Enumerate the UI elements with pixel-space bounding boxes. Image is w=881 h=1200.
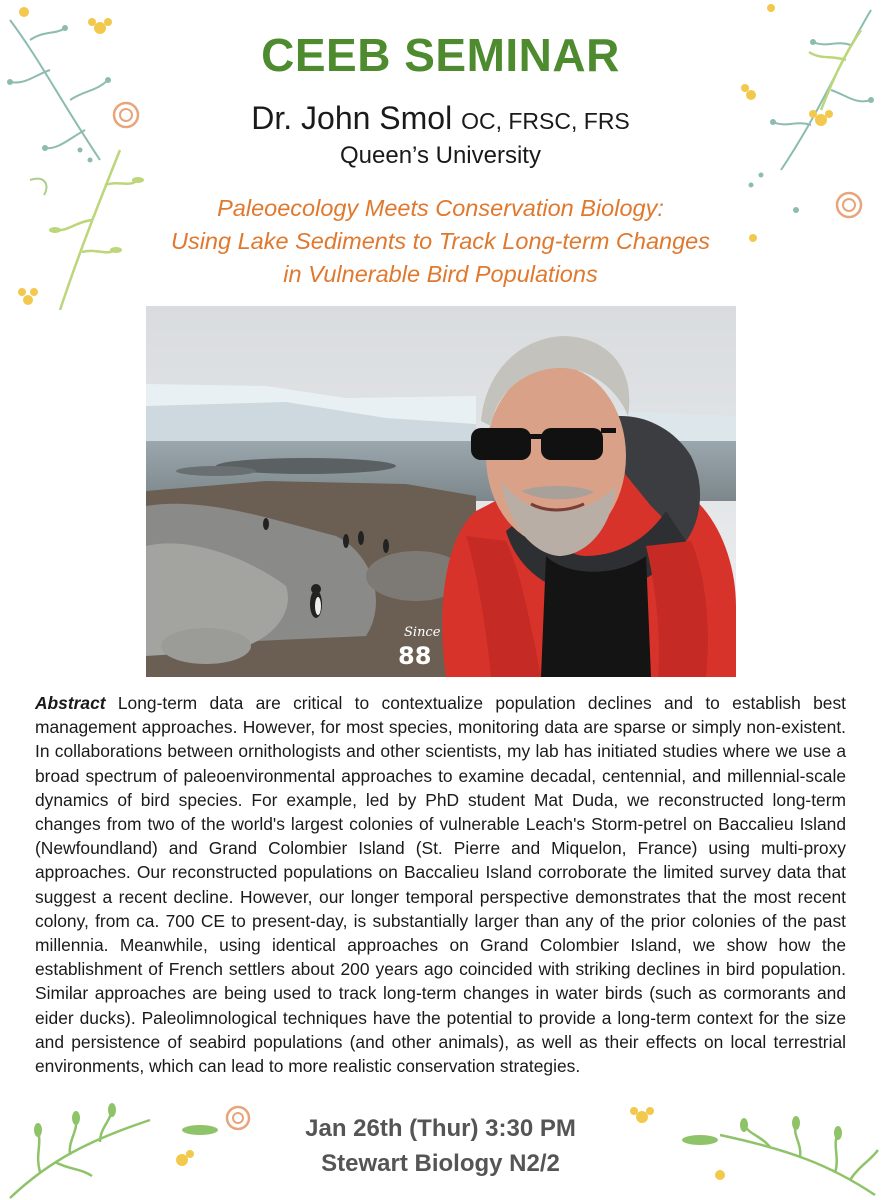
- event-location: Stewart Biology N2/2: [321, 1150, 560, 1177]
- speaker-line: [0, 100, 881, 137]
- floral-decoration-bottom-left: [0, 1090, 260, 1200]
- jacket-logo-number: 88: [398, 642, 432, 670]
- talk-title: [0, 192, 881, 291]
- speaker-photo: [146, 306, 736, 677]
- abstract-text: Long-term data are critical to contextualize population declines and to establish best management approaches. However, for most species, monitoring data are sparse or simply non-existent. In collaborations between ornithologists and other scientists, my lab has initiated studies where we use a broad spectrum of paleoenvironmental approaches to examine decadal, centennial, and millennial-scale dynamics of bird species. For example, led by PhD student Mat Duda, we reconstructed long-term changes from two of the world's largest colonies of vulnerable Leach's Storm-petrel on Baccalieu Island (Newfoundland) and Grand Colombier Island (St. Pierre and Miquelon, France) using multi-proxy approaches. Our reconstructed populations on Baccalieu Island corroborate the limited survey data that suggest a recent decline. However, our longer temporal perspective demonstrates that the most recent colony, from ca. 700 CE to present-day, is substantially larger than any of the prior colonies of the past millennia. Meanwhile, using identical approaches on Grand Colombier Island, we show how the establishment of French settlers about 200 years ago coincided with striking declines in bird population. Similar approaches are being used to track long-term changes in water birds (such as cormorants and eider ducks). Paleolimnological techniques have the potential to provide a long-term context for the size and persistence of seabird populations (and other animals), as well as their effects on local terrestrial environments, which can lead to more realistic conservation strategies.: [35, 693, 846, 1077]
- abstract-label: Abstract: [35, 693, 106, 713]
- talk-title-line: Paleoecology Meets Conservation Biology:: [217, 195, 664, 221]
- seminar-title: CEEB SEMINAR: [261, 29, 620, 81]
- floral-decoration-bottom-right: [620, 1095, 881, 1200]
- talk-title-line: in Vulnerable Bird Populations: [283, 261, 598, 287]
- abstract: [35, 691, 846, 1078]
- jacket-logo-text: Since: [404, 625, 441, 640]
- speaker-affiliation: Queen’s University: [340, 142, 541, 169]
- speaker-credentials: OC, FRSC, FRS: [461, 108, 630, 134]
- speaker-name: Dr. John Smol: [251, 100, 453, 136]
- event-datetime: Jan 26th (Thur) 3:30 PM: [305, 1115, 576, 1142]
- talk-title-line: Using Lake Sediments to Track Long-term Changes: [170, 228, 711, 254]
